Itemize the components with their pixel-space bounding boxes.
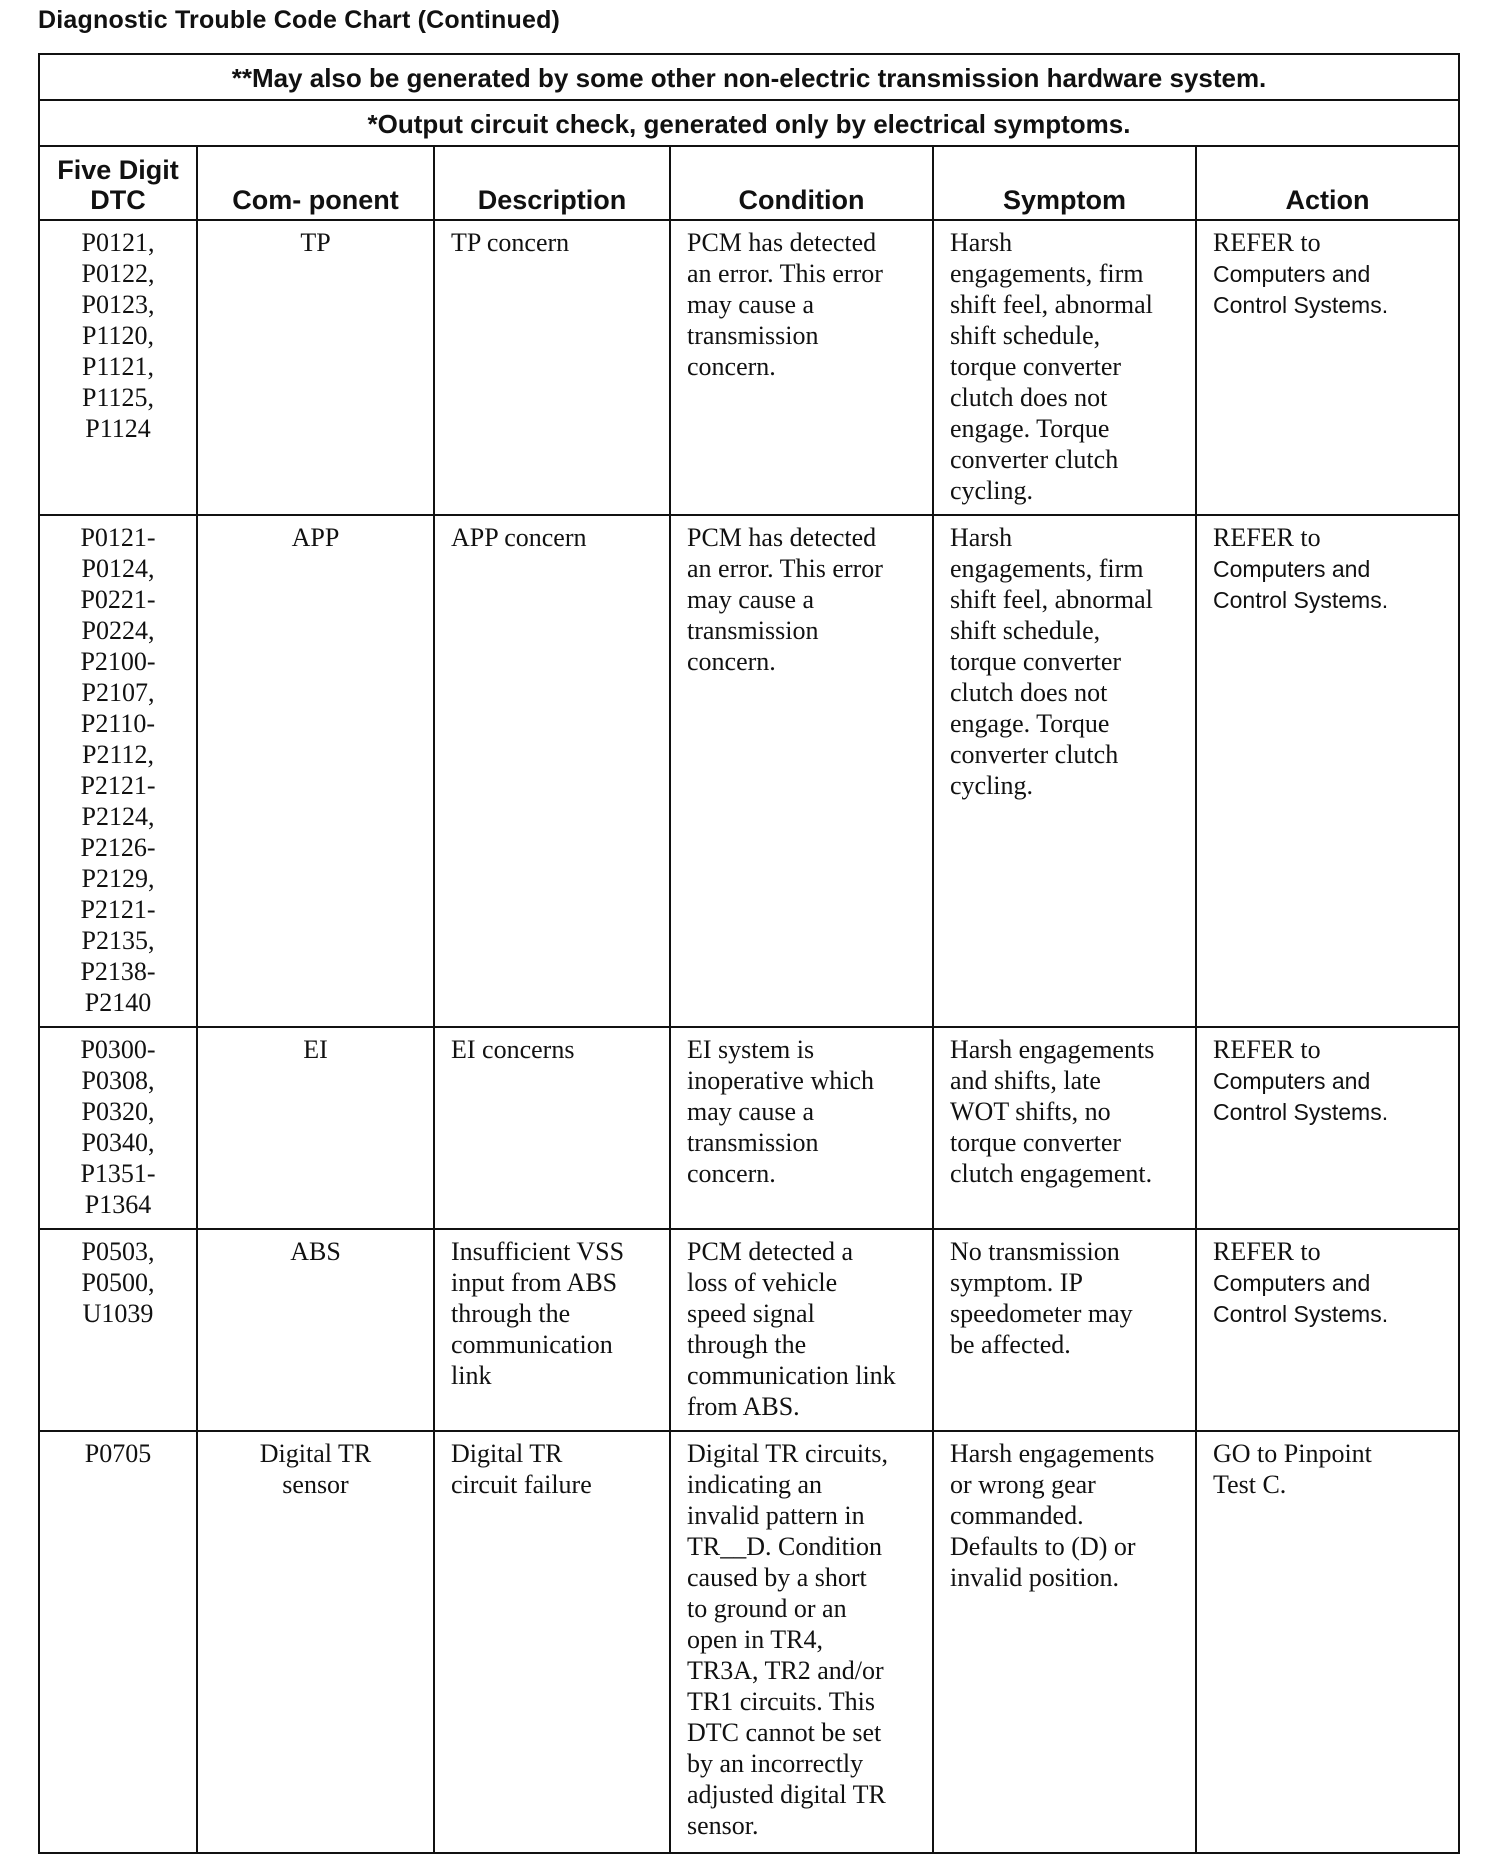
col-header-symptom: Symptom — [933, 146, 1196, 220]
description-cell: APP concern — [434, 515, 670, 1027]
action-reference: Computers and Control Systems. — [1213, 1270, 1389, 1327]
component-cell: EI — [197, 1027, 434, 1229]
dtc-cell: P0300- P0308, P0320, P0340, P1351- P1364 — [39, 1027, 197, 1229]
table-row — [39, 220, 1459, 515]
dtc-cell: P0503, P0500, U1039 — [39, 1229, 197, 1431]
col-header-description: Description — [434, 146, 670, 220]
symptom-cell: Harsh engagements or wrong gear commanded. Defaults to (D) or invalid position. — [933, 1431, 1196, 1853]
description-cell: TP concern — [434, 220, 670, 515]
description-cell: Insufficient VSS input from ABS through the communication link — [434, 1229, 670, 1431]
banner-row-1 — [39, 54, 1459, 100]
action-lead: REFER to — [1213, 523, 1321, 552]
component-cell: APP — [197, 515, 434, 1027]
col-header-dtc: Five Digit DTC — [39, 146, 197, 220]
dtc-cell: P0121, P0122, P0123, P1120, P1121, P1125, P1124 — [39, 220, 197, 515]
condition-cell: EI system is inoperative which may cause a transmission concern. — [670, 1027, 933, 1229]
action-cell — [1196, 220, 1459, 515]
dtc-cell: P0705 — [39, 1431, 197, 1853]
action-lead: GO to Pinpoint Test C. — [1213, 1439, 1372, 1499]
condition-cell: PCM has detected an error. This error may cause a transmission concern. — [670, 515, 933, 1027]
action-reference: Computers and Control Systems. — [1213, 556, 1389, 613]
symptom-cell: Harsh engagements, firm shift feel, abnormal shift schedule, torque converter clutch does not engage. Torque converter clutch cycling. — [933, 220, 1196, 515]
action-lead: REFER to — [1213, 1237, 1321, 1266]
component-cell: TP — [197, 220, 434, 515]
action-cell — [1196, 515, 1459, 1027]
symptom-cell: Harsh engagements and shifts, late WOT shifts, no torque converter clutch engagement. — [933, 1027, 1196, 1229]
table-row — [39, 1027, 1459, 1229]
action-reference: Computers and Control Systems. — [1213, 1068, 1389, 1125]
condition-cell: PCM has detected an error. This error may cause a transmission concern. — [670, 220, 933, 515]
col-header-condition: Condition — [670, 146, 933, 220]
col-header-component: Com- ponent — [197, 146, 434, 220]
symptom-cell: Harsh engagements, firm shift feel, abnormal shift schedule, torque converter clutch does not engage. Torque converter clutch cycling. — [933, 515, 1196, 1027]
banner-row-2 — [39, 100, 1459, 146]
condition-cell: PCM detected a loss of vehicle speed signal through the communication link from ABS. — [670, 1229, 933, 1431]
description-cell: Digital TR circuit failure — [434, 1431, 670, 1853]
col-header-action: Action — [1196, 146, 1459, 220]
banner-note-hardware: **May also be generated by some other non-electric transmission hardware system. — [39, 54, 1459, 100]
action-cell — [1196, 1027, 1459, 1229]
table-row — [39, 1431, 1459, 1853]
action-cell — [1196, 1229, 1459, 1431]
table-row — [39, 515, 1459, 1027]
symptom-cell: No transmission symptom. IP speedometer may be affected. — [933, 1229, 1196, 1431]
component-cell: ABS — [197, 1229, 434, 1431]
banner-note-output-circuit: *Output circuit check, generated only by electrical symptoms. — [39, 100, 1459, 146]
action-reference: Computers and Control Systems. — [1213, 261, 1389, 318]
dtc-cell: P0121- P0124, P0221- P0224, P2100- P2107, P2110- P2112, P2121- P2124, P2126- P2129, P2121- P2135, P2138- P2140 — [39, 515, 197, 1027]
component-cell: Digital TR sensor — [197, 1431, 434, 1853]
description-cell: EI concerns — [434, 1027, 670, 1229]
action-cell — [1196, 1431, 1459, 1853]
header-row — [39, 146, 1459, 220]
action-lead: REFER to — [1213, 1035, 1321, 1064]
action-lead: REFER to — [1213, 228, 1321, 257]
table-row — [39, 1229, 1459, 1431]
page-title: Diagnostic Trouble Code Chart (Continued) — [38, 6, 561, 34]
condition-cell: Digital TR circuits, indicating an invalid pattern in TR__D. Condition caused by a short to ground or an open in TR4, TR3A, TR2 and/or TR1 circuits. This DTC cannot be set by an incorrectly adjusted digital TR sensor. — [670, 1431, 933, 1853]
dtc-table — [38, 53, 1460, 1854]
